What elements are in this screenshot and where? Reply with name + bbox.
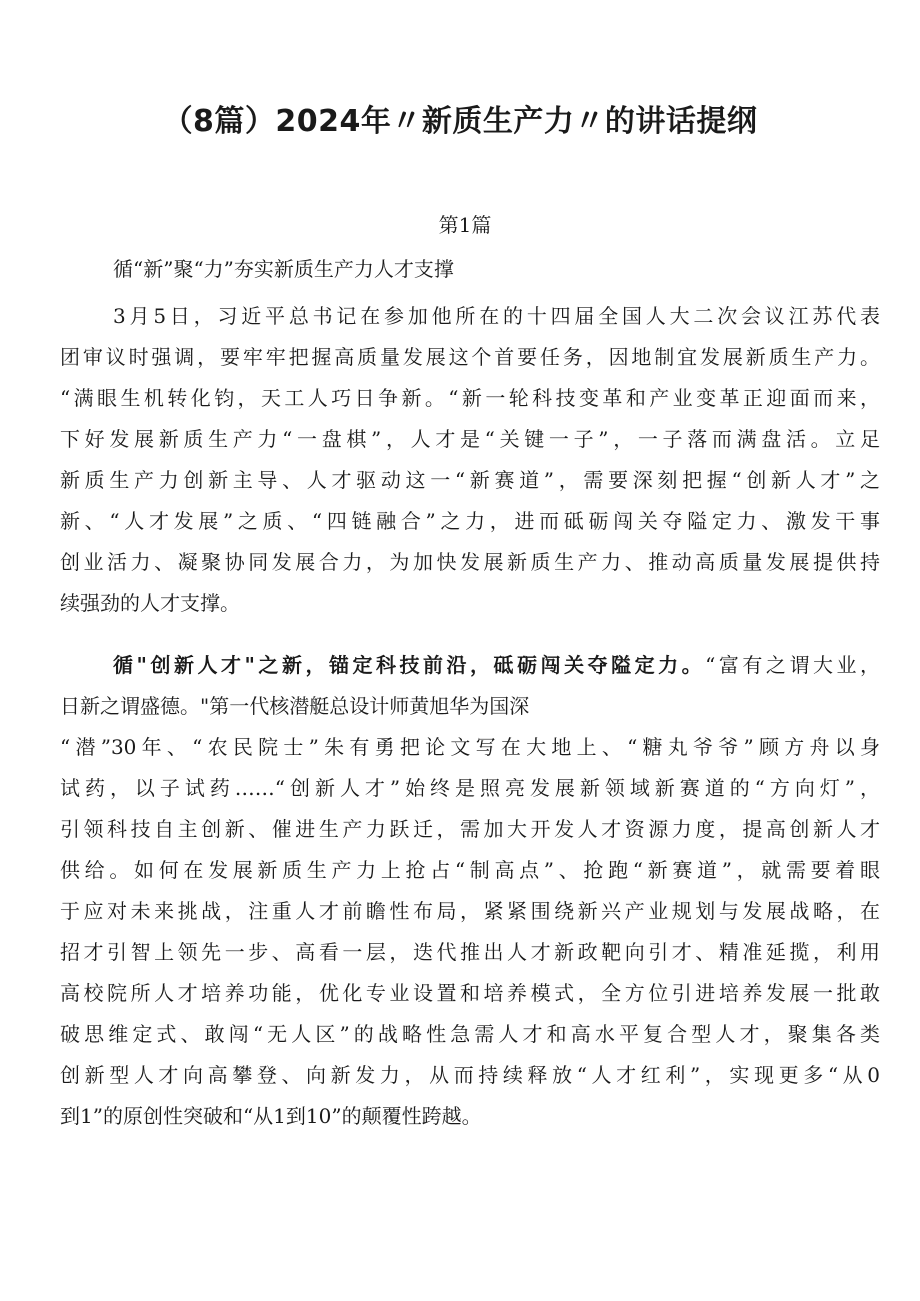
paragraph-line: 高校院所人才培养功能，优化专业设置和培养模式，全方位引进培养发展一批敢 [60, 981, 880, 1005]
paragraph-line: “满眼生机转化钧，天工人巧日争新。“新一轮科技变革和产业变革正迎面而来， [60, 386, 880, 410]
paragraph-lead-line [60, 645, 880, 686]
paragraph-line: “潜”30年、“农民院士”朱有勇把论文写在大地上、“糖丸爷爷”顾方舟以身 [60, 735, 880, 759]
paragraph-lead-bold: 循"创新人才"之新，锚定科技前沿，砥砺闯关夺隘定力。 [113, 653, 706, 677]
paragraph-line: 试药，以子试药……“创新人才”始终是照亮发展新领域新赛道的“方向灯”， [60, 776, 880, 800]
paragraph-line: 新质生产力创新主导、人才驱动这一“新赛道”，需要深刻把握“创新人才”之 [60, 468, 880, 492]
paragraph-line: 于应对未来挑战，注重人才前瞻性布局，紧紧围绕新兴产业规划与发展战略，在 [60, 899, 880, 923]
paragraph-line: 引领科技自主创新、催进生产力跃迁，需加大开发人才资源力度，提高创新人才 [60, 817, 880, 841]
paragraph-1 [60, 296, 880, 624]
paragraph-line: 创新型人才向高攀登、向新发力，从而持续释放“人才红利”，实现更多“从0 [60, 1063, 880, 1087]
paragraph-line: 破思维定式、敢闯“无人区”的战略性急需人才和高水平复合型人才，聚集各类 [60, 1022, 880, 1046]
paragraph-line: 下好发展新质生产力“一盘棋”，人才是“关键一子”，一子落而满盘活。立足 [60, 427, 880, 451]
paragraph-line: 供给。如何在发展新质生产力上抢占“制高点”、抢跑“新赛道”，就需要着眼 [60, 858, 880, 882]
article-subtitle: 循“新”聚“力”夯实新质生产力人才支撑 [113, 257, 454, 281]
paragraph-line: 3月5日，习近平总书记在参加他所在的十四届全国人大二次会议江苏代表 [113, 304, 880, 328]
paragraph-2 [60, 645, 880, 1137]
paragraph-line: 招才引智上领先一步、高看一层，迭代推出人才新政靶向引才、精准延揽，利用 [60, 940, 880, 964]
paragraph-line: 日新之谓盛德。"第一代核潜艇总设计师黄旭华为国深 [60, 694, 530, 718]
paragraph-line: 新、“人才发展”之质、“四链融合”之力，进而砥砺闯关夺隘定力、激发干事 [60, 509, 880, 533]
paragraph-line: 创业活力、凝聚协同发展合力，为加快发展新质生产力、推动高质量发展提供持 [60, 550, 880, 574]
paragraph-lead-rest: “富有之谓大业， [705, 653, 880, 677]
section-heading: 第1篇 [438, 213, 492, 237]
document-title: （8篇）2024年〃新质生产力〃的讲话提纲 [162, 104, 758, 139]
paragraph-line: 到1”的原创性突破和“从1到10”的颠覆性跨越。 [60, 1104, 482, 1128]
paragraph-line: 续强劲的人才支撑。 [60, 591, 240, 615]
paragraph-line: 团审议时强调，要牢牢把握高质量发展这个首要任务，因地制宜发展新质生产力。 [60, 345, 880, 369]
